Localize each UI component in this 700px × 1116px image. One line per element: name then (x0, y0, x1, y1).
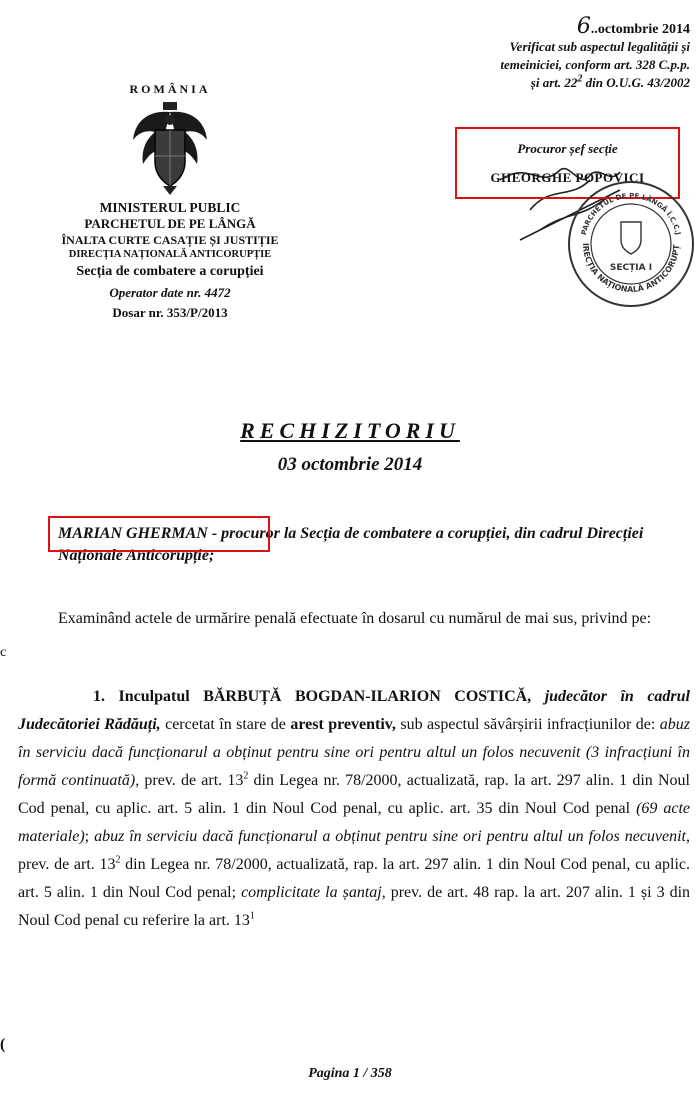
country-name: ROMÂNIA (129, 82, 211, 96)
svg-text:SECȚIA I: SECȚIA I (609, 263, 653, 273)
institution-line-3: ÎNALTA CURTE CASAȚIE ȘI JUSTIȚIE (61, 233, 279, 247)
official-stamp (565, 178, 697, 310)
defendant-name: BĂRBUȚĂ BOGDAN-ILARION COSTICĂ, (203, 688, 532, 705)
page-number: Pagina 1 / 358 (308, 1066, 392, 1081)
institution-line-2: PARCHETUL DE PE LÂNGĂ (84, 216, 256, 231)
operator-number: Operator date nr. 4472 (109, 285, 231, 300)
case-number: Dosar nr. 353/P/2013 (112, 305, 228, 320)
coat-of-arms-icon (125, 100, 215, 196)
document-date: 03 octombrie 2014 (277, 454, 423, 475)
margin-mark: c (0, 645, 7, 660)
examination-paragraph: Examinând actele de urmărire penală efectuate în dosarul cu numărul de mai sus, privind pe: (58, 610, 652, 627)
verification-line-1: Verificat sub aspectul legalității și (509, 39, 690, 54)
verification-line-2: temeiniciei, conform art. 328 C.p.p. (500, 57, 690, 72)
section-name: Secția de combatere a corupției (76, 264, 264, 279)
svg-text:PARCHETUL DE PE LÂNGĂ Î.C.C.J: PARCHETUL DE PE LÂNGĂ Î.C.C.J (579, 191, 683, 236)
prosecutor-role: procuror la Secția de combatere a corupției, din cadrul Direcției Naționale Anticorupție; (58, 525, 644, 564)
svg-text:DIRECȚIA NAȚIONALĂ ANTICORUPȚI: IRECȚIA NAȚIONALĂ ANTICORUPȚ (580, 242, 682, 295)
chief-prosecutor-name: GHEORGHE POPOVICI (490, 170, 645, 185)
verification-day: 6 (576, 14, 591, 39)
chief-prosecutor-title: Procuror șef secție (517, 141, 618, 156)
prosecutor-line: MARIAN GHERMAN - procuror la Secția de combatere a corupției, din cadrul Direcției Naționale Anticorupție; (58, 525, 644, 564)
margin-mark-2: ( (0, 1036, 6, 1053)
defendant-paragraph: 1. Inculpatul BĂRBUȚĂ BOGDAN-ILARION COSTICĂ, judecător în cadrul Judecătoriei Rădăuți, cercetat în stare de arest preventiv, sub aspectul săvârșirii infracțiunilor de: abuz în serviciu dacă funcționarul a obținut pentru sine ori pentru altul un folos necuvenit (3 infracțiuni în formă continuată), prev. de art. $13^2$ din Legea nr. 78/2000, actualizată, rap. la art. 297 alin. 1 din Noul Cod penal, cu aplic. art. 5 alin. 1 din Noul Cod penal, cu aplic. art. 35 din Noul Cod penal (69 acte materiale); abuz în serviciu dacă funcționarul a obținut pentru sine ori pentru altul un folos necuvenit, prev. de art. $13^2$ din Legea nr. 78/2000, actualizată, rap. la art. 297 alin. 1 din Noul Cod penal, cu aplic. art. 5 alin. 1 din Noul Cod penal; complicitate la șantaj, prev. de art. 48 rap. la art. 207 alin. 1 și 3 din Noul Cod penal cu referire la art. $13^1$ (18, 688, 691, 929)
institution-line-1: MINISTERUL PUBLIC (99, 200, 241, 215)
prosecutor-name-highlight (48, 516, 270, 552)
prosecutor-name: MARIAN GHERMAN (58, 525, 208, 542)
verification-date (420, 14, 690, 39)
document-title: RECHIZITORIU (240, 418, 460, 443)
institution-line-4: DIRECȚIA NAȚIONALĂ ANTICORUPȚIE (68, 249, 272, 260)
verification-date-rest: ..octombrie 2014 (590, 22, 690, 37)
verification-line-3: și art. $22^2$ din O.U.G. 43/2002 (530, 73, 690, 90)
